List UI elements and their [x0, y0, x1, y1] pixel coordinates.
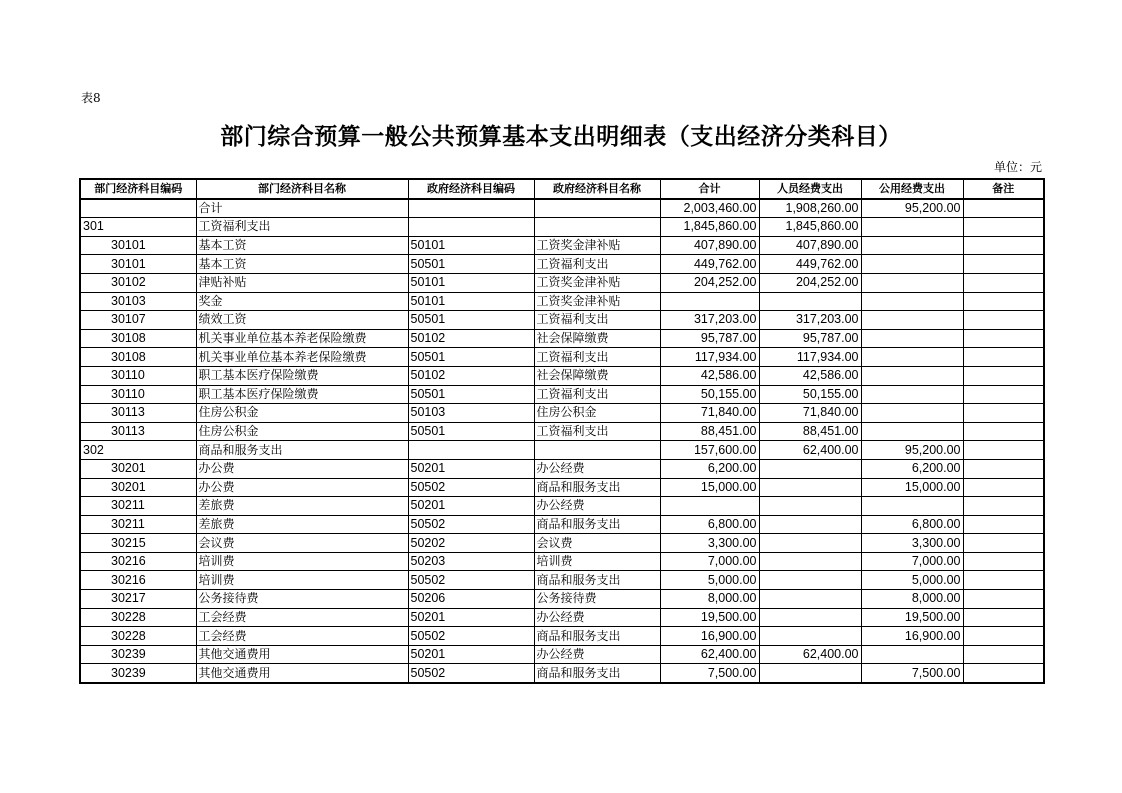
cell-note: [963, 273, 1044, 292]
cell-public: 19,500.00: [861, 608, 963, 627]
cell-public: [861, 236, 963, 255]
cell-dept-code: 302: [80, 441, 196, 460]
cell-public: 5,000.00: [861, 571, 963, 590]
cell-gov-code: 50201: [408, 645, 534, 664]
cell-public: 95,200.00: [861, 441, 963, 460]
table-row: [80, 664, 1044, 683]
cell-gov-code: [408, 441, 534, 460]
cell-dept-code: 30228: [80, 627, 196, 646]
page-title: 部门综合预算一般公共预算基本支出明细表（支出经济分类科目）: [220, 124, 902, 150]
cell-note: [963, 608, 1044, 627]
cell-gov-code: 50502: [408, 664, 534, 683]
cell-dept-code: 30101: [80, 236, 196, 255]
cell-total: 8,000.00: [660, 590, 759, 609]
cell-dept-name: 机关事业单位基本养老保险缴费: [196, 329, 408, 348]
cell-gov-name: 工资福利支出: [534, 348, 660, 367]
header-personnel: 人员经费支出: [759, 179, 861, 199]
cell-dept-code: 30110: [80, 366, 196, 385]
cell-total: 7,000.00: [660, 552, 759, 571]
cell-dept-code: 30239: [80, 664, 196, 683]
cell-dept-name: 基本工资: [196, 236, 408, 255]
cell-gov-name: 商品和服务支出: [534, 627, 660, 646]
cell-personnel: 317,203.00: [759, 311, 861, 330]
cell-total: 1,845,860.00: [660, 218, 759, 237]
cell-gov-name: 工资奖金津补贴: [534, 273, 660, 292]
table-row: [80, 329, 1044, 348]
table-row: [80, 497, 1044, 516]
cell-gov-code: 50501: [408, 311, 534, 330]
cell-total: 16,900.00: [660, 627, 759, 646]
cell-public: [861, 645, 963, 664]
cell-gov-name: 工资福利支出: [534, 255, 660, 274]
cell-total: [660, 292, 759, 311]
cell-gov-code: [408, 218, 534, 237]
cell-dept-code: 30211: [80, 497, 196, 516]
cell-total: 117,934.00: [660, 348, 759, 367]
cell-dept-name: 培训费: [196, 571, 408, 590]
cell-dept-code: 30110: [80, 385, 196, 404]
cell-total: 317,203.00: [660, 311, 759, 330]
cell-dept-name: 职工基本医疗保险缴费: [196, 385, 408, 404]
cell-dept-name: 合计: [196, 199, 408, 218]
cell-dept-name: 其他交通费用: [196, 645, 408, 664]
cell-gov-code: 50501: [408, 385, 534, 404]
cell-total: 7,500.00: [660, 664, 759, 683]
cell-note: [963, 552, 1044, 571]
cell-gov-name: 社会保障缴费: [534, 329, 660, 348]
cell-note: [963, 441, 1044, 460]
cell-dept-code: 30108: [80, 348, 196, 367]
cell-dept-code: 30101: [80, 255, 196, 274]
cell-gov-name: 办公经费: [534, 608, 660, 627]
cell-dept-name: 绩效工资: [196, 311, 408, 330]
cell-note: [963, 478, 1044, 497]
cell-note: [963, 571, 1044, 590]
cell-gov-code: 50502: [408, 627, 534, 646]
cell-gov-code: 50103: [408, 404, 534, 423]
cell-public: [861, 292, 963, 311]
cell-gov-code: 50502: [408, 478, 534, 497]
cell-dept-code: 30107: [80, 311, 196, 330]
cell-gov-code: 50501: [408, 255, 534, 274]
cell-note: [963, 515, 1044, 534]
cell-gov-code: 50501: [408, 348, 534, 367]
cell-total: 407,890.00: [660, 236, 759, 255]
cell-public: [861, 255, 963, 274]
cell-total: 42,586.00: [660, 366, 759, 385]
table-row: [80, 273, 1044, 292]
cell-dept-code: 30215: [80, 534, 196, 553]
cell-gov-code: [408, 199, 534, 218]
cell-dept-name: 办公费: [196, 459, 408, 478]
cell-note: [963, 199, 1044, 218]
cell-personnel: 62,400.00: [759, 645, 861, 664]
cell-personnel: 407,890.00: [759, 236, 861, 255]
cell-note: [963, 645, 1044, 664]
cell-dept-name: 商品和服务支出: [196, 441, 408, 460]
cell-personnel: [759, 497, 861, 516]
cell-dept-code: 30216: [80, 552, 196, 571]
cell-gov-name: 工资福利支出: [534, 311, 660, 330]
cell-dept-code: [80, 199, 196, 218]
table-row: [80, 366, 1044, 385]
cell-dept-name: 机关事业单位基本养老保险缴费: [196, 348, 408, 367]
cell-note: [963, 590, 1044, 609]
cell-gov-name: 工资福利支出: [534, 422, 660, 441]
cell-total: 88,451.00: [660, 422, 759, 441]
cell-note: [963, 218, 1044, 237]
cell-personnel: [759, 664, 861, 683]
cell-total: 95,787.00: [660, 329, 759, 348]
cell-personnel: [759, 590, 861, 609]
cell-dept-name: 住房公积金: [196, 422, 408, 441]
cell-public: 7,500.00: [861, 664, 963, 683]
cell-total: 2,003,460.00: [660, 199, 759, 218]
cell-gov-name: 公务接待费: [534, 590, 660, 609]
cell-dept-name: 差旅费: [196, 515, 408, 534]
cell-dept-name: 津贴补贴: [196, 273, 408, 292]
cell-gov-name: 办公经费: [534, 645, 660, 664]
cell-personnel: 1,908,260.00: [759, 199, 861, 218]
cell-dept-code: 30228: [80, 608, 196, 627]
cell-gov-name: 会议费: [534, 534, 660, 553]
cell-gov-name: 工资奖金津补贴: [534, 292, 660, 311]
cell-gov-code: 50502: [408, 571, 534, 590]
cell-dept-code: 30239: [80, 645, 196, 664]
table-body: [80, 199, 1044, 683]
table-row: [80, 218, 1044, 237]
cell-public: 6,800.00: [861, 515, 963, 534]
cell-dept-code: 30102: [80, 273, 196, 292]
cell-gov-name: 培训费: [534, 552, 660, 571]
table-row: [80, 571, 1044, 590]
cell-personnel: 117,934.00: [759, 348, 861, 367]
cell-personnel: [759, 292, 861, 311]
cell-dept-code: 30217: [80, 590, 196, 609]
cell-dept-code: 30201: [80, 459, 196, 478]
cell-personnel: [759, 534, 861, 553]
cell-dept-code: 30103: [80, 292, 196, 311]
cell-personnel: [759, 478, 861, 497]
cell-public: [861, 385, 963, 404]
cell-dept-name: 差旅费: [196, 497, 408, 516]
cell-dept-name: 培训费: [196, 552, 408, 571]
cell-note: [963, 534, 1044, 553]
cell-gov-name: 工资福利支出: [534, 385, 660, 404]
table-row: [80, 385, 1044, 404]
cell-note: [963, 292, 1044, 311]
table-row: [80, 645, 1044, 664]
cell-note: [963, 348, 1044, 367]
cell-note: [963, 311, 1044, 330]
cell-gov-name: [534, 218, 660, 237]
table-row: [80, 590, 1044, 609]
table-number: 表8: [81, 91, 101, 105]
cell-dept-name: 基本工资: [196, 255, 408, 274]
cell-gov-name: 商品和服务支出: [534, 478, 660, 497]
cell-note: [963, 664, 1044, 683]
cell-public: [861, 497, 963, 516]
cell-dept-name: 职工基本医疗保险缴费: [196, 366, 408, 385]
table-row: [80, 552, 1044, 571]
cell-dept-name: 工会经费: [196, 627, 408, 646]
cell-gov-code: 50102: [408, 366, 534, 385]
cell-personnel: [759, 571, 861, 590]
cell-gov-name: 办公经费: [534, 459, 660, 478]
cell-gov-name: 商品和服务支出: [534, 515, 660, 534]
header-public: 公用经费支出: [861, 179, 963, 199]
table-row: [80, 459, 1044, 478]
cell-total: 62,400.00: [660, 645, 759, 664]
cell-dept-name: 公务接待费: [196, 590, 408, 609]
cell-personnel: [759, 515, 861, 534]
cell-dept-code: 30201: [80, 478, 196, 497]
table-row: [80, 608, 1044, 627]
cell-total: 19,500.00: [660, 608, 759, 627]
table-row: [80, 236, 1044, 255]
cell-note: [963, 497, 1044, 516]
cell-gov-code: 50102: [408, 329, 534, 348]
cell-gov-code: 50101: [408, 292, 534, 311]
cell-gov-code: 50201: [408, 459, 534, 478]
table-row: [80, 199, 1044, 218]
cell-dept-name: 办公费: [196, 478, 408, 497]
table-row: [80, 404, 1044, 423]
table-row: [80, 311, 1044, 330]
cell-dept-name: 工资福利支出: [196, 218, 408, 237]
cell-total: 204,252.00: [660, 273, 759, 292]
cell-total: 5,000.00: [660, 571, 759, 590]
cell-public: 15,000.00: [861, 478, 963, 497]
cell-personnel: [759, 608, 861, 627]
cell-personnel: [759, 627, 861, 646]
cell-total: 71,840.00: [660, 404, 759, 423]
cell-gov-name: 商品和服务支出: [534, 571, 660, 590]
cell-public: [861, 404, 963, 423]
table-row: [80, 478, 1044, 497]
cell-personnel: 42,586.00: [759, 366, 861, 385]
cell-note: [963, 404, 1044, 423]
header-dept-code: 部门经济科目编码: [80, 179, 196, 199]
table-row: [80, 348, 1044, 367]
cell-total: [660, 497, 759, 516]
cell-public: 3,300.00: [861, 534, 963, 553]
cell-gov-name: 办公经费: [534, 497, 660, 516]
cell-personnel: [759, 552, 861, 571]
cell-gov-code: 50202: [408, 534, 534, 553]
table-row: [80, 422, 1044, 441]
budget-detail-table: [79, 178, 1045, 684]
header-gov-name: 政府经济科目名称: [534, 179, 660, 199]
cell-public: [861, 366, 963, 385]
cell-public: [861, 218, 963, 237]
cell-dept-code: 30113: [80, 404, 196, 423]
cell-public: [861, 348, 963, 367]
cell-note: [963, 329, 1044, 348]
cell-personnel: 50,155.00: [759, 385, 861, 404]
header-note: 备注: [963, 179, 1044, 199]
table-row: [80, 534, 1044, 553]
table-row: [80, 255, 1044, 274]
cell-dept-code: 30216: [80, 571, 196, 590]
cell-personnel: 1,845,860.00: [759, 218, 861, 237]
cell-dept-name: 会议费: [196, 534, 408, 553]
cell-gov-name: [534, 199, 660, 218]
cell-gov-code: 50101: [408, 236, 534, 255]
cell-personnel: 449,762.00: [759, 255, 861, 274]
table-row: [80, 515, 1044, 534]
cell-gov-name: 工资奖金津补贴: [534, 236, 660, 255]
table-row: [80, 627, 1044, 646]
cell-note: [963, 422, 1044, 441]
unit-label: 单位：元: [993, 160, 1042, 174]
cell-total: 157,600.00: [660, 441, 759, 460]
cell-public: [861, 329, 963, 348]
cell-note: [963, 627, 1044, 646]
table-row: [80, 441, 1044, 460]
cell-dept-name: 其他交通费用: [196, 664, 408, 683]
cell-dept-code: 30211: [80, 515, 196, 534]
cell-personnel: 95,787.00: [759, 329, 861, 348]
cell-public: [861, 311, 963, 330]
header-gov-code: 政府经济科目编码: [408, 179, 534, 199]
cell-public: 8,000.00: [861, 590, 963, 609]
cell-gov-name: [534, 441, 660, 460]
cell-gov-code: 50501: [408, 422, 534, 441]
cell-note: [963, 459, 1044, 478]
cell-personnel: 62,400.00: [759, 441, 861, 460]
cell-dept-code: 30113: [80, 422, 196, 441]
cell-personnel: 88,451.00: [759, 422, 861, 441]
cell-personnel: 204,252.00: [759, 273, 861, 292]
cell-public: [861, 422, 963, 441]
cell-gov-code: 50206: [408, 590, 534, 609]
header-dept-name: 部门经济科目名称: [196, 179, 408, 199]
cell-dept-code: 301: [80, 218, 196, 237]
cell-total: 6,200.00: [660, 459, 759, 478]
cell-gov-code: 50201: [408, 608, 534, 627]
cell-public: 95,200.00: [861, 199, 963, 218]
cell-note: [963, 255, 1044, 274]
cell-public: [861, 273, 963, 292]
cell-total: 50,155.00: [660, 385, 759, 404]
cell-total: 15,000.00: [660, 478, 759, 497]
cell-total: 6,800.00: [660, 515, 759, 534]
table-header-row: [80, 179, 1044, 199]
cell-note: [963, 366, 1044, 385]
cell-note: [963, 385, 1044, 404]
cell-personnel: [759, 459, 861, 478]
cell-gov-code: 50101: [408, 273, 534, 292]
cell-gov-code: 50201: [408, 497, 534, 516]
cell-dept-code: 30108: [80, 329, 196, 348]
header-total: 合计: [660, 179, 759, 199]
cell-public: 6,200.00: [861, 459, 963, 478]
cell-total: 3,300.00: [660, 534, 759, 553]
table-row: [80, 292, 1044, 311]
cell-gov-name: 住房公积金: [534, 404, 660, 423]
cell-total: 449,762.00: [660, 255, 759, 274]
cell-gov-code: 50203: [408, 552, 534, 571]
cell-public: 16,900.00: [861, 627, 963, 646]
cell-dept-name: 奖金: [196, 292, 408, 311]
cell-gov-name: 社会保障缴费: [534, 366, 660, 385]
cell-public: 7,000.00: [861, 552, 963, 571]
cell-personnel: 71,840.00: [759, 404, 861, 423]
cell-gov-code: 50502: [408, 515, 534, 534]
cell-note: [963, 236, 1044, 255]
cell-dept-name: 工会经费: [196, 608, 408, 627]
cell-dept-name: 住房公积金: [196, 404, 408, 423]
cell-gov-name: 商品和服务支出: [534, 664, 660, 683]
